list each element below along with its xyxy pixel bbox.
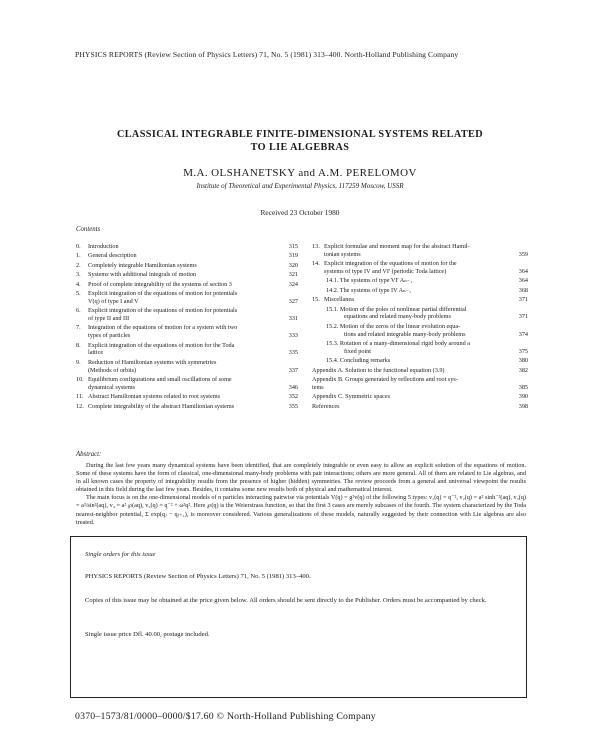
toc-entry-title-continued: V(q) of type I and V — [88, 297, 139, 305]
toc-entry-page: 333 — [288, 332, 298, 340]
abstract-body — [76, 462, 526, 527]
toc-entry-page: 374 — [518, 330, 528, 338]
toc-entry — [76, 403, 298, 411]
toc-entry — [312, 296, 528, 304]
toc-entry-title-continued: tems — [312, 383, 324, 391]
toc-entry-page: 327 — [288, 297, 298, 305]
toc-entry — [76, 376, 298, 392]
toc-entry-title: 15.2. Motion of the zeros of the linear evolution equa- — [326, 322, 461, 330]
toc-entry — [312, 367, 528, 375]
toc-entry-title-continued: tonian systems — [324, 250, 361, 258]
contents-heading: Contents — [76, 226, 101, 233]
toc-entry-page: 320 — [288, 261, 298, 269]
toc-entry-title-continued: dynamical systems — [88, 383, 135, 391]
toc-entry-title: 15.4. Concluding remarks — [326, 357, 391, 365]
abstract-heading: Abstract: — [76, 451, 102, 458]
toc-entry-page: 321 — [288, 271, 298, 279]
paper-title-line1: CLASSICAL INTEGRABLE FINITE-DIMENSIONAL SYSTEMS RELATED — [116, 129, 483, 140]
toc-entry-page: 375 — [518, 347, 528, 355]
toc-entry-title: Completely integrable Hamiltonian systems — [88, 261, 197, 269]
toc-entry-page: 315 — [288, 243, 298, 250]
toc-entry — [76, 243, 298, 251]
toc-entry-title: Systems with additional integrals of motion — [88, 271, 197, 279]
toc-entry-number: 7. — [76, 324, 81, 332]
toc-entry — [76, 262, 298, 270]
toc-left-column — [76, 243, 298, 443]
toc-entry-page: 324 — [288, 280, 298, 288]
toc-entry-title: Integration of the equations of motion for a system with two — [88, 324, 238, 332]
received-date: Received 23 October 1980 — [260, 208, 340, 217]
order-box-citation: PHYSICS REPORTS (Review Section of Physics Letters) 71, No. 5 (1981) 313–400. — [85, 573, 311, 580]
toc-entry-number: 12. — [76, 402, 84, 410]
toc-entry-page: 364 — [518, 267, 528, 275]
toc-entry-page: 331 — [288, 314, 298, 322]
toc-entry-title: General description — [88, 252, 137, 260]
toc-entry-page: 335 — [288, 349, 298, 357]
toc-entry-title-continued: (Methods of orbits) — [88, 366, 137, 374]
order-box-heading: Single orders for this issue — [85, 551, 156, 558]
toc-entry-title: Complete integrability of the abstract Hamiltonian systems — [88, 402, 235, 410]
toc-entry — [76, 359, 298, 375]
toc-entry-title-continued: tions and related integrable many-body problems — [344, 330, 466, 338]
toc-entry-title: Miscellanea — [324, 296, 354, 304]
toc-entry-title: 14.2. The systems of type IV Aₙ₋₁ — [326, 286, 412, 294]
toc-entry-number: 14. — [312, 260, 320, 268]
toc-entry-page: 398 — [518, 402, 528, 410]
toc-entry-page: 382 — [518, 366, 528, 374]
toc-entry-title: 15.1. Motion of the poles of nonlinear partial differential — [326, 305, 467, 313]
toc-right-column — [312, 243, 528, 443]
abstract-paragraph-1: During the last few years many dynamical systems have been identified, that are completely integrable or even easy to allow an explicit solution of the equations of motion. Some of these systems have the form of classical, one-dimensional many-body problems with pair interactions; others are more general. All of them are related to Lie algebras, and in all known cases the property of integrability results from the presence of higher (hidden) symmetries. The review proceeds from a general and universal viewpoint the results obtained in this field during the last few years. Besides, it contains some new results both of physical and mathematical interest. — [76, 462, 526, 494]
toc-entry-title-continued: of type II and III — [88, 314, 130, 322]
toc-entry-title-continued: equations and related many-body problems — [344, 313, 451, 321]
toc-entry-number: 6. — [76, 307, 81, 315]
toc-entry — [312, 277, 528, 285]
toc-entry-title: Explicit formulae and moment map for the abstract Hamil- — [324, 243, 470, 250]
toc-entry-page: 352 — [288, 393, 298, 401]
toc-entry — [76, 281, 298, 289]
order-box-copies: Copies of this issue may be obtained at the price given below. All orders should be sent directly to the Publisher. Orders must be accompanied by check. — [85, 597, 487, 604]
toc-entry-page: 337 — [288, 366, 298, 374]
toc-entry — [312, 403, 528, 411]
toc-entry-number: 0. — [76, 243, 81, 250]
toc-entry-title: Appendix B. Groups generated by reflections and root sys- — [312, 376, 458, 383]
toc-entry-title: Explicit integration of the equations of motion for potentials — [88, 290, 238, 297]
toc-entry-page: 390 — [518, 393, 528, 401]
affiliation: Institute of Theoretical and Experimental Physics, 117259 Moscow, USSR — [196, 182, 404, 190]
toc-entry-number: 11. — [76, 393, 84, 401]
toc-entry-number: 13. — [312, 243, 320, 250]
toc-entry-page: 364 — [518, 277, 528, 285]
toc-entry-number: 5. — [76, 290, 81, 297]
toc-entry-page: 319 — [288, 252, 298, 260]
toc-entry — [312, 243, 528, 259]
toc-entry-title: Appendix A. Solution to the functional equation (3.9) — [312, 366, 445, 374]
toc-entry — [312, 306, 528, 322]
toc-entry-number: 4. — [76, 280, 81, 288]
toc-entry-title: Explicit integration of the equations of motion for potentials — [88, 307, 238, 315]
toc-entry — [312, 260, 528, 276]
copyright-footer: 0370–1573/81/0000–0000/$17.60 © North-Holland Publishing Company — [75, 711, 376, 722]
toc-entry-title: 14.1. The systems of type VI' Aₙ₋₁ — [326, 277, 413, 285]
toc-entry — [76, 324, 298, 340]
toc-entry-title-continued: lattice — [88, 349, 104, 357]
toc-entry — [312, 287, 528, 295]
toc-entry-title: 15.3. Rotation of a many-dimensional rigid body around a — [326, 340, 471, 347]
toc-entry-title: Explicit integration of the equations of motion for the — [324, 260, 457, 268]
toc-entry-title-continued: systems of type IV and VI' (periodic Toda lattice) — [324, 267, 447, 275]
toc-entry — [312, 357, 528, 365]
toc-entry-title: Equilibrium configurations and small oscillations of some — [88, 376, 232, 383]
toc-entry-number: 15. — [312, 296, 320, 304]
journal-header: PHYSICS REPORTS (Review Section of Physics Letters) 71, No. 5 (1981) 313–400. North-Holland Publishing Company — [75, 50, 459, 59]
toc-entry-number: 3. — [76, 271, 81, 279]
toc-entry-title: Explicit integration of the equations of motion for the Toda — [88, 341, 235, 349]
toc-entry-number: 8. — [76, 341, 81, 349]
toc-entry-number: 2. — [76, 261, 81, 269]
toc-entry-page: 371 — [518, 296, 528, 304]
toc-entry-number: 10. — [76, 376, 84, 383]
order-box-price: Single issue price Dfl. 40.00, postage included. — [85, 631, 210, 638]
toc-entry — [312, 340, 528, 356]
toc-entry — [76, 342, 298, 358]
toc-entry — [76, 393, 298, 401]
paper-title-line2: TO LIE ALGEBRAS — [250, 142, 350, 153]
toc-entry-number: 9. — [76, 358, 81, 366]
toc-entry-page: 346 — [288, 383, 298, 391]
toc-entry-page: 368 — [518, 286, 528, 294]
toc-entry-number: 1. — [76, 252, 81, 260]
toc-entry — [76, 271, 298, 279]
toc-entry-page: 355 — [288, 402, 298, 410]
toc-entry — [312, 376, 528, 392]
toc-entry-page: 380 — [518, 357, 528, 365]
toc-entry — [76, 252, 298, 260]
toc-entry — [76, 307, 298, 323]
toc-entry-title: Proof of complete integrability of the systems of section 3 — [88, 280, 232, 288]
toc-entry — [312, 393, 528, 401]
toc-entry-title: Reduction of Hamiltonian systems with symmetries — [88, 358, 217, 366]
toc-entry-title: Introduction — [88, 243, 119, 250]
toc-entry — [76, 290, 298, 306]
authors: M.A. OLSHANETSKY and A.M. PERELOMOV — [183, 167, 417, 179]
toc-entry-page: 385 — [518, 383, 528, 391]
toc-entry-title-continued: types of particles — [88, 332, 131, 340]
toc-entry-title-continued: fixed point — [344, 347, 371, 355]
abstract-paragraph-2: The main focus is on the one-dimensional models of n particles interacting pairwise via potentials V(q) = g²v(q) of the following 5 types: v₁(q) = q⁻², v₂(q) = a² sinh⁻²(aq), v₃(q) = a²/sin²(aq), v₄ = a² ℘(aq), v₅(q) = q⁻² + ω²q². Here ℘(q) is the Weierstrass function, so that the first 3 cases are merely subcases of the fourth. The system characterized by the Toda nearest-neighbor potential, Σ exp(qⱼ − qⱼ₊₁), is moreover considered. Various generalizations of these models, naturally suggested by their connection with Lie algebras are also treated. — [76, 494, 526, 526]
toc-entry — [312, 323, 528, 339]
toc-entry-page: 371 — [518, 313, 528, 321]
toc-entry-title: Abstract Hamiltonian systems related to root systems — [88, 393, 220, 401]
order-info-box — [70, 536, 527, 698]
toc-entry-title: Appendix C. Symmetric spaces — [312, 393, 391, 401]
toc-entry-page: 359 — [518, 250, 528, 258]
toc-entry-title: References — [312, 402, 340, 410]
